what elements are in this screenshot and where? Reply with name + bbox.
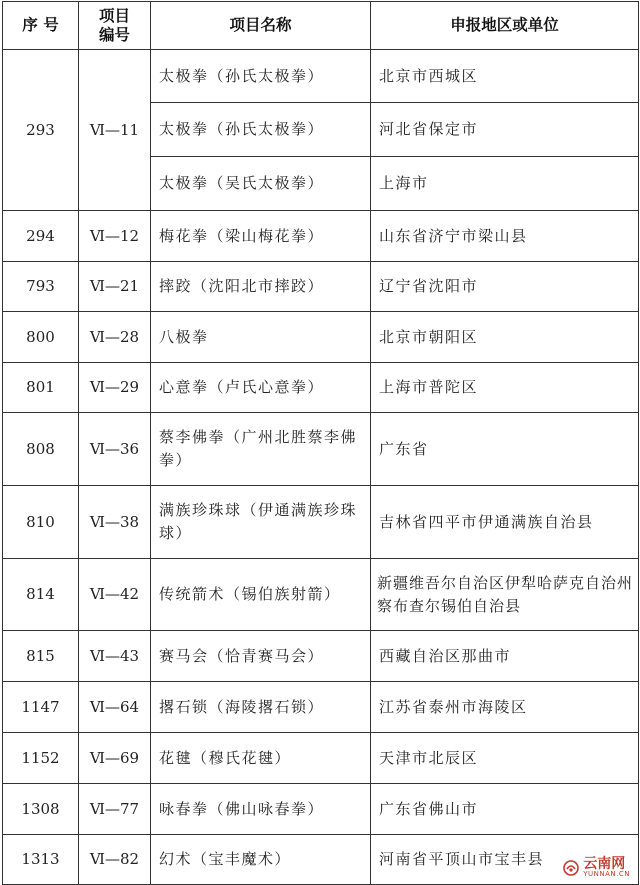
row-name: 梅花拳（梁山梅花拳） <box>151 211 371 262</box>
row-seq: 808 <box>3 413 79 486</box>
header-code-line1: 项目 <box>98 6 130 25</box>
table-row <box>3 486 639 559</box>
yunnan-logo-icon <box>563 860 579 876</box>
header-row <box>3 2 639 50</box>
row-code: Ⅵ—42 <box>79 559 151 631</box>
watermark-subtext: YUNNAN.CN <box>583 870 630 878</box>
row-code: Ⅵ—36 <box>79 413 151 486</box>
table-row <box>3 784 639 835</box>
row-region: 广东省佛山市 <box>371 784 639 835</box>
row-name: 心意拳（卢氏心意拳） <box>151 363 371 413</box>
row-seq: 815 <box>3 631 79 682</box>
table-row <box>3 413 639 486</box>
row-name: 撂石锁（海陵撂石锁） <box>151 682 371 733</box>
table-row <box>3 733 639 784</box>
row-name: 赛马会（恰青赛马会） <box>151 631 371 682</box>
watermark-text: 云南网 <box>583 856 626 872</box>
table-row <box>3 835 639 885</box>
row-seq: 810 <box>3 486 79 559</box>
row-region: 辽宁省沈阳市 <box>371 262 639 312</box>
row-name: 八极拳 <box>151 312 371 363</box>
row-code: Ⅵ—69 <box>79 733 151 784</box>
header-seq: 序 号 <box>3 2 79 50</box>
row-name: 咏春拳（佛山咏春拳） <box>151 784 371 835</box>
row-code: Ⅵ—38 <box>79 486 151 559</box>
table-row <box>3 631 639 682</box>
row-region: 北京市朝阳区 <box>371 312 639 363</box>
row-seq: 800 <box>3 312 79 363</box>
row-region: 上海市普陀区 <box>371 363 639 413</box>
table-row <box>3 262 639 312</box>
row-name: 传统箭术（锡伯族射箭） <box>151 559 371 631</box>
row-seq: 1147 <box>3 682 79 733</box>
row-region: 上海市 <box>371 157 639 211</box>
row-seq: 814 <box>3 559 79 631</box>
row-region: 北京市西城区 <box>371 50 639 103</box>
row-region: 河北省保定市 <box>371 103 639 157</box>
row-region: 天津市北辰区 <box>371 733 639 784</box>
row-seq: 1313 <box>3 835 79 885</box>
row-code: Ⅵ—82 <box>79 835 151 885</box>
row-region: 广东省 <box>371 413 639 486</box>
header-region: 申报地区或单位 <box>371 2 639 50</box>
row-seq: 1308 <box>3 784 79 835</box>
row-region: 西藏自治区那曲市 <box>371 631 639 682</box>
row-code: Ⅵ—11 <box>79 50 151 211</box>
row-code: Ⅵ—77 <box>79 784 151 835</box>
row-region: 山东省济宁市梁山县 <box>371 211 639 262</box>
table-row <box>3 50 639 103</box>
row-code: Ⅵ—43 <box>79 631 151 682</box>
table-row <box>3 211 639 262</box>
row-name: 太极拳（孙氏太极拳） <box>151 50 371 103</box>
row-code: Ⅵ—12 <box>79 211 151 262</box>
row-region: 河南省平顶山市宝丰县 <box>371 835 639 885</box>
row-name: 花毽（穆氏花毽） <box>151 733 371 784</box>
row-code: Ⅵ—28 <box>79 312 151 363</box>
heritage-table <box>2 1 639 885</box>
header-code-line2: 编号 <box>98 25 130 44</box>
row-name: 太极拳（吴氏太极拳） <box>151 157 371 211</box>
row-name: 蔡李佛拳（广州北胜蔡李佛拳） <box>151 413 371 486</box>
row-name: 摔跤（沈阳北市摔跤） <box>151 262 371 312</box>
header-code <box>79 2 151 50</box>
row-name: 幻术（宝丰魔术） <box>151 835 371 885</box>
table-row <box>3 682 639 733</box>
row-seq: 801 <box>3 363 79 413</box>
row-seq: 1152 <box>3 733 79 784</box>
row-region: 吉林省四平市伊通满族自治县 <box>371 486 639 559</box>
table-row <box>3 312 639 363</box>
table-row <box>3 559 639 631</box>
row-region: 新疆维吾尔自治区伊犁哈萨克自治州察布查尔锡伯自治县 <box>371 559 639 631</box>
watermark-logo <box>563 857 630 878</box>
row-code: Ⅵ—64 <box>79 682 151 733</box>
row-name: 太极拳（孙氏太极拳） <box>151 103 371 157</box>
row-name: 满族珍珠球（伊通满族珍珠球） <box>151 486 371 559</box>
row-seq: 793 <box>3 262 79 312</box>
table-row <box>3 363 639 413</box>
row-seq: 294 <box>3 211 79 262</box>
row-region: 江苏省泰州市海陵区 <box>371 682 639 733</box>
row-code: Ⅵ—21 <box>79 262 151 312</box>
row-code: Ⅵ—29 <box>79 363 151 413</box>
header-name: 项目名称 <box>151 2 371 50</box>
row-seq: 293 <box>3 50 79 211</box>
